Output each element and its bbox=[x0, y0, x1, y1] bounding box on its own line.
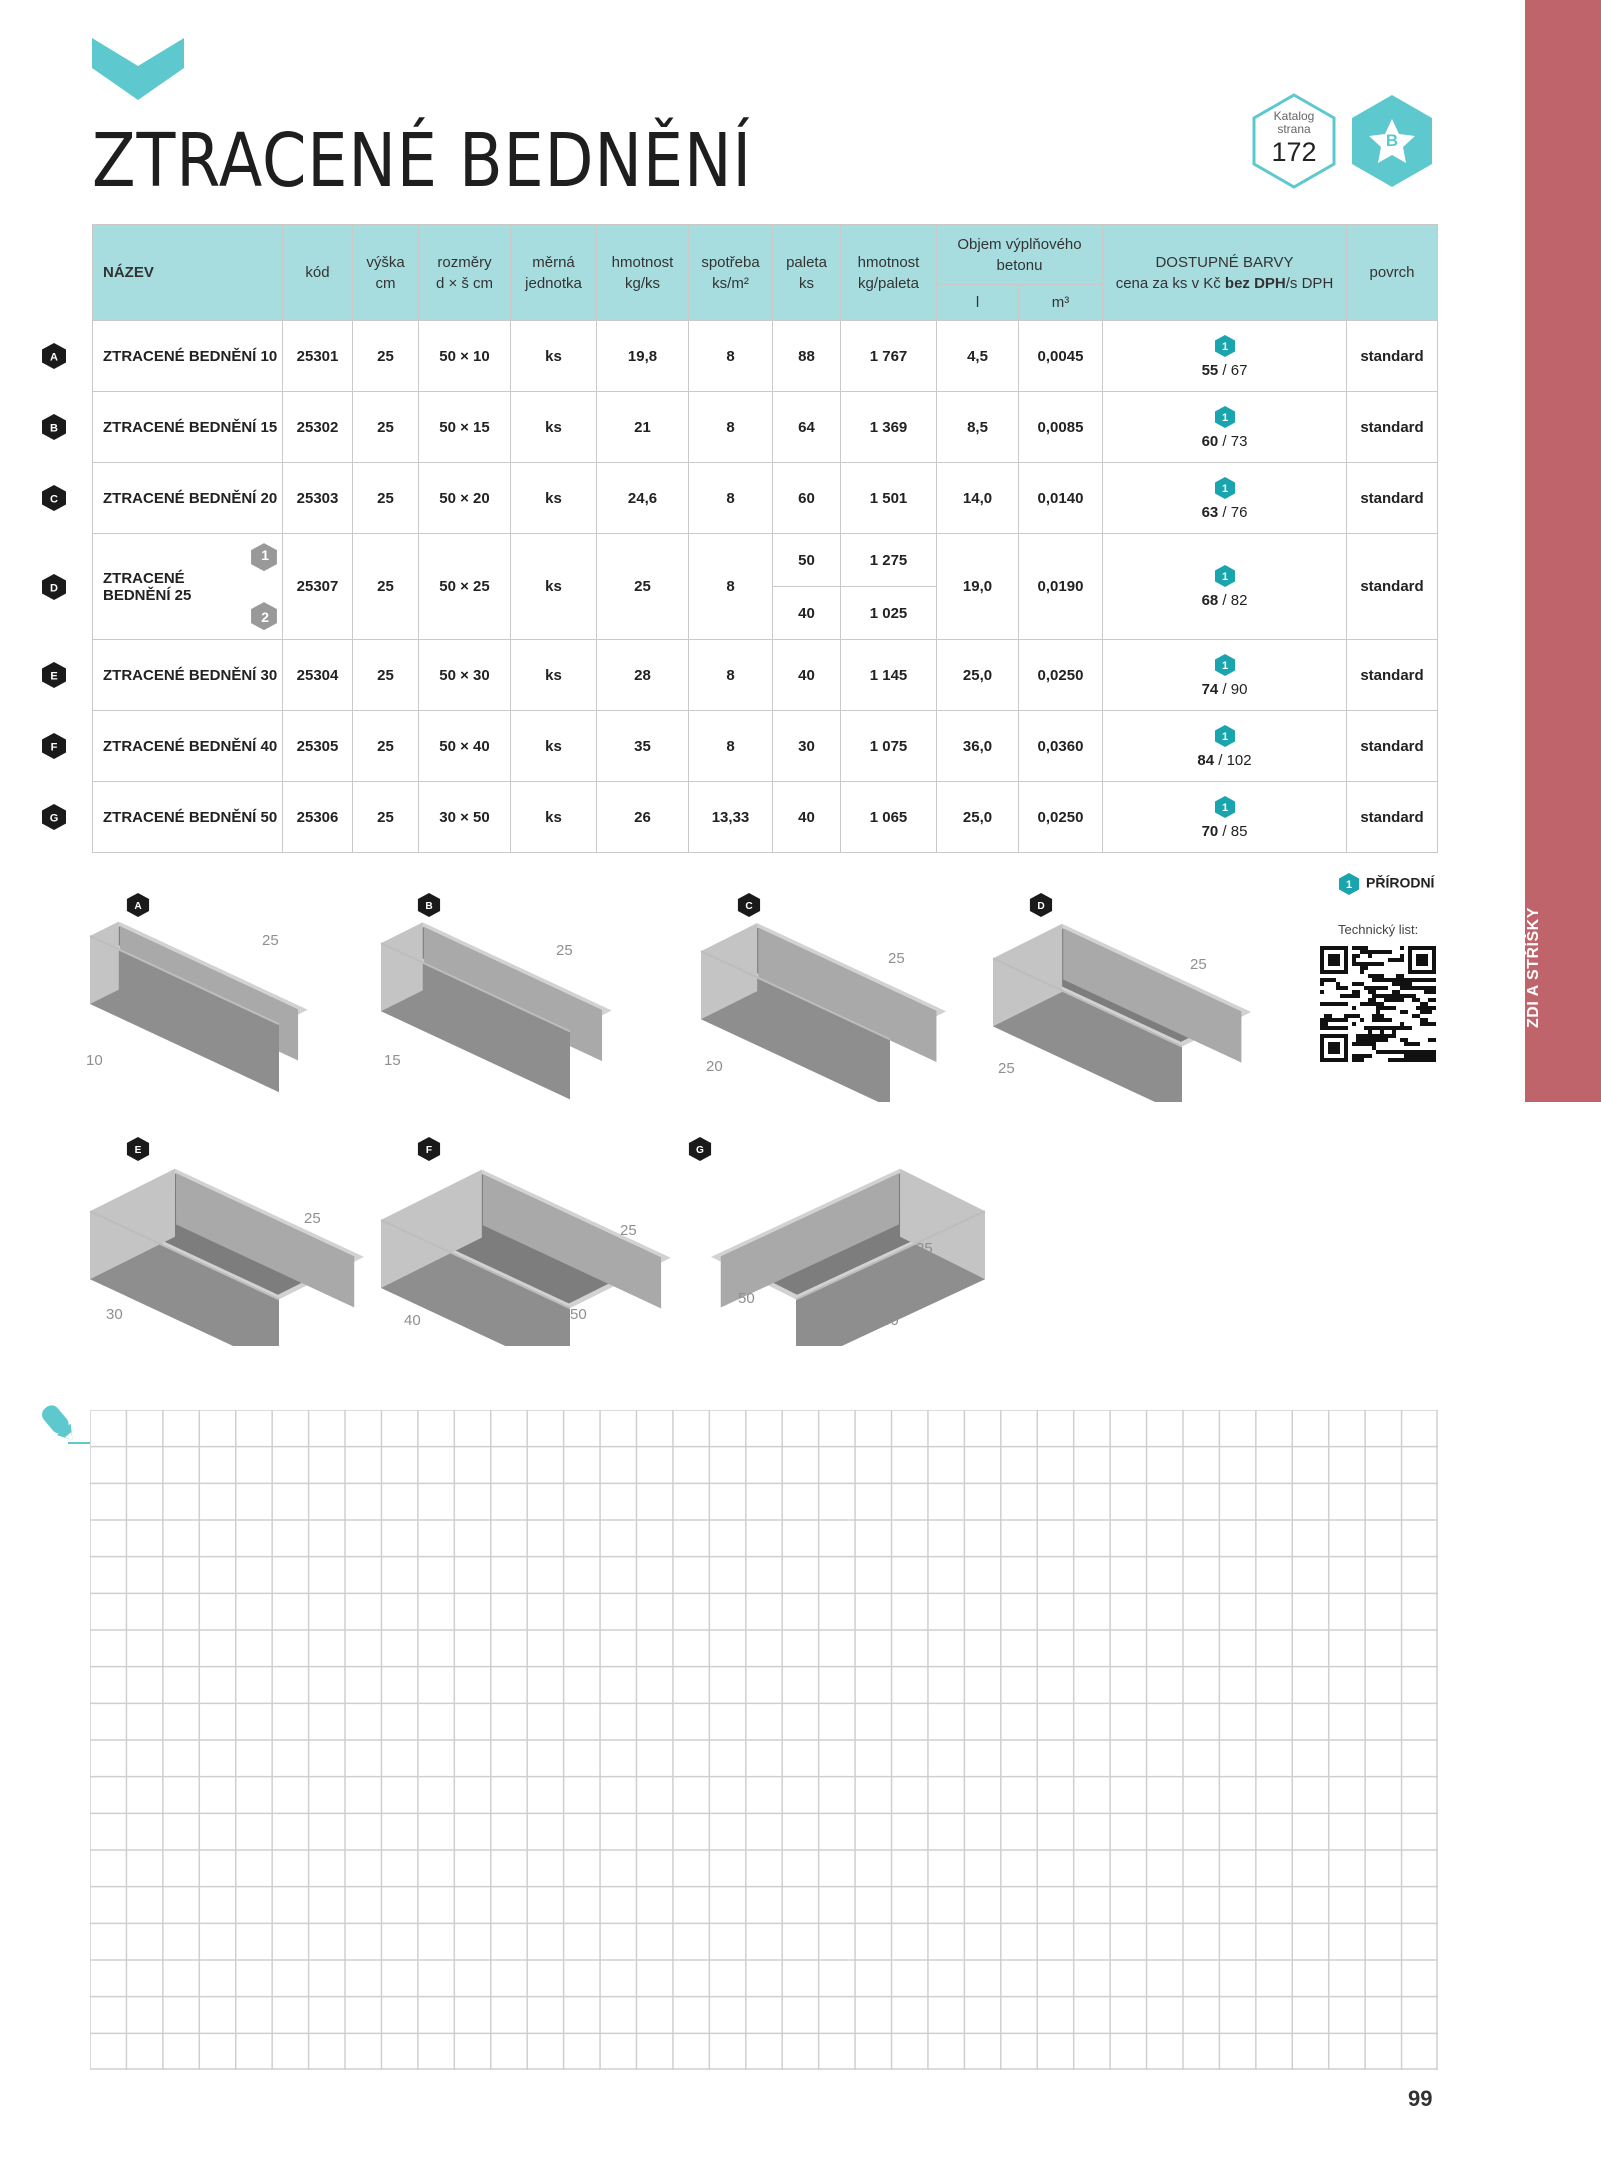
surface: standard bbox=[1347, 392, 1438, 463]
consumption: 8 bbox=[689, 463, 773, 534]
block-e-illustration bbox=[82, 1146, 382, 1346]
unit: ks bbox=[511, 711, 597, 782]
svg-text:1: 1 bbox=[1221, 482, 1228, 495]
header-unit: měrná jednotka bbox=[511, 225, 597, 321]
pallet-weight: 1 065 bbox=[841, 782, 937, 853]
pencil-icon bbox=[34, 1395, 90, 1449]
block-mark-icon bbox=[126, 1136, 150, 1162]
row-mark-icon bbox=[41, 484, 67, 512]
color-price-cell bbox=[1103, 392, 1347, 463]
svg-text:F: F bbox=[425, 1145, 433, 1157]
svg-text:C: C bbox=[745, 901, 753, 913]
price-vat: / 102 bbox=[1214, 751, 1252, 769]
dim-width: 30 bbox=[106, 1306, 123, 1323]
price-vat: / 76 bbox=[1218, 503, 1248, 521]
dim-width: 40 bbox=[404, 1312, 421, 1329]
dims: 50 × 40 bbox=[419, 711, 511, 782]
catalog-label-1: Katalog bbox=[1273, 109, 1315, 123]
color-price-cell bbox=[1103, 534, 1347, 640]
row-mark-icon bbox=[41, 803, 67, 831]
weight: 21 bbox=[597, 392, 689, 463]
color-hex-icon bbox=[1214, 334, 1236, 358]
product-name: B ZTRACENÉ BEDNĚNÍ 15 bbox=[93, 392, 283, 463]
color-hex-icon bbox=[1214, 653, 1236, 677]
pallet: 40 bbox=[773, 782, 841, 853]
row-mark-icon bbox=[41, 732, 67, 760]
block-c bbox=[693, 902, 993, 1102]
product-name: E ZTRACENÉ BEDNĚNÍ 30 bbox=[93, 640, 283, 711]
unit: ks bbox=[511, 321, 597, 392]
height: 25 bbox=[353, 463, 419, 534]
product-name: F ZTRACENÉ BEDNĚNÍ 40 bbox=[93, 711, 283, 782]
dim-width: 30 bbox=[882, 1312, 899, 1329]
legend-hex-icon bbox=[1338, 872, 1360, 896]
dim-length: 50 bbox=[570, 1306, 587, 1323]
svg-text:1: 1 bbox=[1221, 659, 1228, 672]
svg-text:F: F bbox=[50, 741, 58, 754]
weight: 26 bbox=[597, 782, 689, 853]
height: 25 bbox=[353, 321, 419, 392]
fill-m3: 0,0250 bbox=[1019, 782, 1103, 853]
height: 25 bbox=[353, 640, 419, 711]
svg-text:E: E bbox=[134, 1145, 142, 1157]
table-row bbox=[93, 711, 1438, 782]
surface: standard bbox=[1347, 463, 1438, 534]
color-price-cell bbox=[1103, 782, 1347, 853]
header-name: NÁZEV bbox=[93, 225, 283, 321]
dim-width: 15 bbox=[384, 1052, 401, 1069]
dim-width: 25 bbox=[998, 1060, 1015, 1077]
code: 25307 bbox=[283, 534, 353, 640]
block-d-illustration bbox=[985, 902, 1285, 1102]
color-price-cell bbox=[1103, 463, 1347, 534]
weight: 25 bbox=[597, 534, 689, 640]
price-net: 84 bbox=[1197, 751, 1215, 769]
fill-l: 25,0 bbox=[937, 640, 1019, 711]
price-net: 70 bbox=[1201, 822, 1219, 840]
pallet-weight: 1 025 bbox=[841, 587, 937, 640]
svg-text:C: C bbox=[50, 493, 58, 506]
tech-sheet-label: Technický list: bbox=[1338, 922, 1419, 937]
weight: 19,8 bbox=[597, 321, 689, 392]
height: 25 bbox=[353, 711, 419, 782]
header-colors: DOSTUPNÉ BARVY cena za ks v Kč bez DPH/s DPH bbox=[1103, 225, 1347, 321]
block-a bbox=[82, 902, 382, 1102]
side-tab-label: ZDI A STŘÍŠKY bbox=[1525, 907, 1542, 1028]
svg-text:D: D bbox=[1037, 901, 1045, 913]
dims: 30 × 50 bbox=[419, 782, 511, 853]
fill-m3: 0,0085 bbox=[1019, 392, 1103, 463]
surface: standard bbox=[1347, 534, 1438, 640]
block-g bbox=[693, 1146, 993, 1346]
table-row bbox=[93, 392, 1438, 463]
header-code: kód bbox=[283, 225, 353, 321]
block-g-illustration bbox=[693, 1146, 993, 1346]
dim-length: 50 bbox=[497, 1022, 514, 1039]
pallet: 30 bbox=[773, 711, 841, 782]
price-vat: / 67 bbox=[1218, 361, 1248, 379]
pallet-weight: 1 275 bbox=[841, 534, 937, 587]
legend-label: PŘÍRODNÍ bbox=[1366, 874, 1435, 891]
code: 25303 bbox=[283, 463, 353, 534]
svg-text:G: G bbox=[696, 1145, 704, 1157]
pallet: 50 bbox=[773, 534, 841, 587]
block-c-illustration bbox=[693, 902, 993, 1102]
dims: 50 × 30 bbox=[419, 640, 511, 711]
dim-length: 50 bbox=[246, 1290, 263, 1307]
price-net: 60 bbox=[1201, 432, 1219, 450]
row-mark-icon bbox=[41, 661, 67, 689]
pallet: 64 bbox=[773, 392, 841, 463]
weight: 28 bbox=[597, 640, 689, 711]
header-dims: rozměry d × š cm bbox=[419, 225, 511, 321]
block-mark-icon bbox=[417, 1136, 441, 1162]
surface: standard bbox=[1347, 782, 1438, 853]
pallet: 40 bbox=[773, 587, 841, 640]
unit: ks bbox=[511, 640, 597, 711]
dim-height: 25 bbox=[556, 942, 573, 959]
pallet-weight: 1 767 bbox=[841, 321, 937, 392]
color-hex-icon bbox=[1214, 724, 1236, 748]
table-row bbox=[93, 463, 1438, 534]
table-row bbox=[93, 782, 1438, 853]
dim-length: 50 bbox=[1135, 1036, 1152, 1053]
product-name: G ZTRACENÉ BEDNĚNÍ 50 bbox=[93, 782, 283, 853]
fill-l: 4,5 bbox=[937, 321, 1019, 392]
product-name: D ZTRACENÉ BEDNĚNÍ 25 1 2 bbox=[93, 534, 283, 640]
row-mark-icon bbox=[41, 342, 67, 370]
consumption: 13,33 bbox=[689, 782, 773, 853]
svg-text:B: B bbox=[425, 901, 433, 913]
surface: standard bbox=[1347, 640, 1438, 711]
dim-width: 10 bbox=[86, 1052, 103, 1069]
code: 25302 bbox=[283, 392, 353, 463]
unit: ks bbox=[511, 534, 597, 640]
dim-length: 50 bbox=[832, 1032, 849, 1049]
block-mark-icon bbox=[417, 892, 441, 918]
product-name: C ZTRACENÉ BEDNĚNÍ 20 bbox=[93, 463, 283, 534]
consumption: 8 bbox=[689, 711, 773, 782]
table-row bbox=[93, 640, 1438, 711]
pallet-weight: 1 369 bbox=[841, 392, 937, 463]
color-price-cell bbox=[1103, 640, 1347, 711]
block-d bbox=[985, 902, 1285, 1102]
block-mark-icon bbox=[688, 1136, 712, 1162]
qr-code[interactable] bbox=[1320, 946, 1436, 1062]
svg-text:G: G bbox=[49, 812, 59, 825]
color-price-cell bbox=[1103, 711, 1347, 782]
header-weight: hmotnost kg/ks bbox=[597, 225, 689, 321]
catalog-page-number: 172 bbox=[1271, 137, 1317, 167]
table-row bbox=[93, 321, 1438, 392]
svg-text:1: 1 bbox=[1221, 340, 1228, 353]
chevron-logo-icon bbox=[92, 38, 184, 100]
price-net: 63 bbox=[1201, 503, 1219, 521]
dims: 50 × 20 bbox=[419, 463, 511, 534]
svg-text:1: 1 bbox=[1221, 801, 1228, 814]
header-pallet-weight: hmotnost kg/paleta bbox=[841, 225, 937, 321]
consumption: 8 bbox=[689, 534, 773, 640]
fill-l: 36,0 bbox=[937, 711, 1019, 782]
dim-height: 25 bbox=[1190, 956, 1207, 973]
svg-text:1: 1 bbox=[1221, 411, 1228, 424]
dim-width: 20 bbox=[706, 1058, 723, 1075]
block-mark-icon bbox=[126, 892, 150, 918]
pallet: 60 bbox=[773, 463, 841, 534]
pallet: 88 bbox=[773, 321, 841, 392]
svg-text:A: A bbox=[134, 901, 142, 913]
svg-text:B: B bbox=[50, 422, 58, 435]
consumption: 8 bbox=[689, 640, 773, 711]
code: 25306 bbox=[283, 782, 353, 853]
consumption: 8 bbox=[689, 321, 773, 392]
pallet-weight: 1 145 bbox=[841, 640, 937, 711]
block-a-illustration bbox=[82, 902, 382, 1102]
header-fill-volume: Objem výplňového betonu bbox=[937, 225, 1103, 285]
unit: ks bbox=[511, 782, 597, 853]
color-price-cell bbox=[1103, 321, 1347, 392]
header-fill-m3: m³ bbox=[1019, 285, 1103, 321]
surface: standard bbox=[1347, 321, 1438, 392]
height: 25 bbox=[353, 534, 419, 640]
dim-length: 50 bbox=[738, 1290, 755, 1307]
unit: ks bbox=[511, 463, 597, 534]
dims: 50 × 15 bbox=[419, 392, 511, 463]
block-mark-icon bbox=[1029, 892, 1053, 918]
dims: 50 × 25 bbox=[419, 534, 511, 640]
price-vat: / 73 bbox=[1218, 432, 1248, 450]
catalog-label-2: strana bbox=[1277, 122, 1311, 136]
height: 25 bbox=[353, 392, 419, 463]
price-vat: / 90 bbox=[1218, 680, 1248, 698]
block-b-illustration bbox=[373, 902, 673, 1102]
dim-height: 25 bbox=[888, 950, 905, 967]
svg-text:1: 1 bbox=[1221, 571, 1228, 583]
dim-height: 25 bbox=[304, 1210, 321, 1227]
dim-length: 50 bbox=[206, 1012, 223, 1029]
fill-l: 19,0 bbox=[937, 534, 1019, 640]
spec-table bbox=[49, 224, 1438, 853]
row-mark-icon bbox=[41, 573, 67, 601]
header-consumption: spotřeba ks/m² bbox=[689, 225, 773, 321]
fill-l: 8,5 bbox=[937, 392, 1019, 463]
svg-text:1: 1 bbox=[1221, 730, 1228, 743]
fill-m3: 0,0140 bbox=[1019, 463, 1103, 534]
dim-height: 25 bbox=[262, 932, 279, 949]
header-fill-l: l bbox=[937, 285, 1019, 321]
surface: standard bbox=[1347, 711, 1438, 782]
color-hex-icon bbox=[1214, 476, 1236, 500]
pallet-weight: 1 075 bbox=[841, 711, 937, 782]
block-b bbox=[373, 902, 673, 1102]
row-mark-icon bbox=[41, 413, 67, 441]
price-vat: / 82 bbox=[1218, 592, 1248, 609]
fill-l: 25,0 bbox=[937, 782, 1019, 853]
color-hex-icon bbox=[1214, 795, 1236, 819]
color-hex-icon bbox=[1214, 564, 1236, 588]
code: 25301 bbox=[283, 321, 353, 392]
product-name: A ZTRACENÉ BEDNĚNÍ 10 bbox=[93, 321, 283, 392]
price-vat: / 85 bbox=[1218, 822, 1248, 840]
fill-m3: 0,0190 bbox=[1019, 534, 1103, 640]
height: 25 bbox=[353, 782, 419, 853]
fill-l: 14,0 bbox=[937, 463, 1019, 534]
svg-text:A: A bbox=[50, 351, 58, 364]
color-legend bbox=[1338, 872, 1434, 896]
weight: 24,6 bbox=[597, 463, 689, 534]
header-pallet: paleta ks bbox=[773, 225, 841, 321]
code: 25305 bbox=[283, 711, 353, 782]
header-height: výška cm bbox=[353, 225, 419, 321]
consumption: 8 bbox=[689, 392, 773, 463]
pallet: 40 bbox=[773, 640, 841, 711]
notes-grid bbox=[90, 1410, 1438, 2070]
pallet-weight: 1 501 bbox=[841, 463, 937, 534]
color-hex-icon bbox=[1214, 405, 1236, 429]
section-letter: B bbox=[1385, 131, 1399, 150]
price-net: 74 bbox=[1201, 680, 1219, 698]
section-badge bbox=[1348, 92, 1436, 190]
svg-text:D: D bbox=[50, 582, 58, 595]
fill-m3: 0,0045 bbox=[1019, 321, 1103, 392]
dim-height: 25 bbox=[916, 1240, 933, 1257]
price-net: 55 bbox=[1201, 361, 1219, 379]
page-number: 99 bbox=[1408, 2086, 1433, 2111]
header-surface: povrch bbox=[1347, 225, 1438, 321]
unit: ks bbox=[511, 392, 597, 463]
price-net: 68 bbox=[1201, 592, 1219, 609]
dims: 50 × 10 bbox=[419, 321, 511, 392]
block-e bbox=[82, 1146, 382, 1346]
svg-text:1: 1 bbox=[1345, 879, 1353, 891]
svg-text:E: E bbox=[50, 670, 58, 683]
side-tab bbox=[1525, 0, 1601, 1102]
code: 25304 bbox=[283, 640, 353, 711]
page-title: ZTRACENÉ BEDNĚNÍ bbox=[92, 118, 753, 204]
fill-m3: 0,0250 bbox=[1019, 640, 1103, 711]
block-mark-icon bbox=[737, 892, 761, 918]
dim-height: 25 bbox=[620, 1222, 637, 1239]
fill-m3: 0,0360 bbox=[1019, 711, 1103, 782]
weight: 35 bbox=[597, 711, 689, 782]
catalog-page-badge bbox=[1250, 92, 1338, 190]
table-row bbox=[93, 534, 1438, 587]
